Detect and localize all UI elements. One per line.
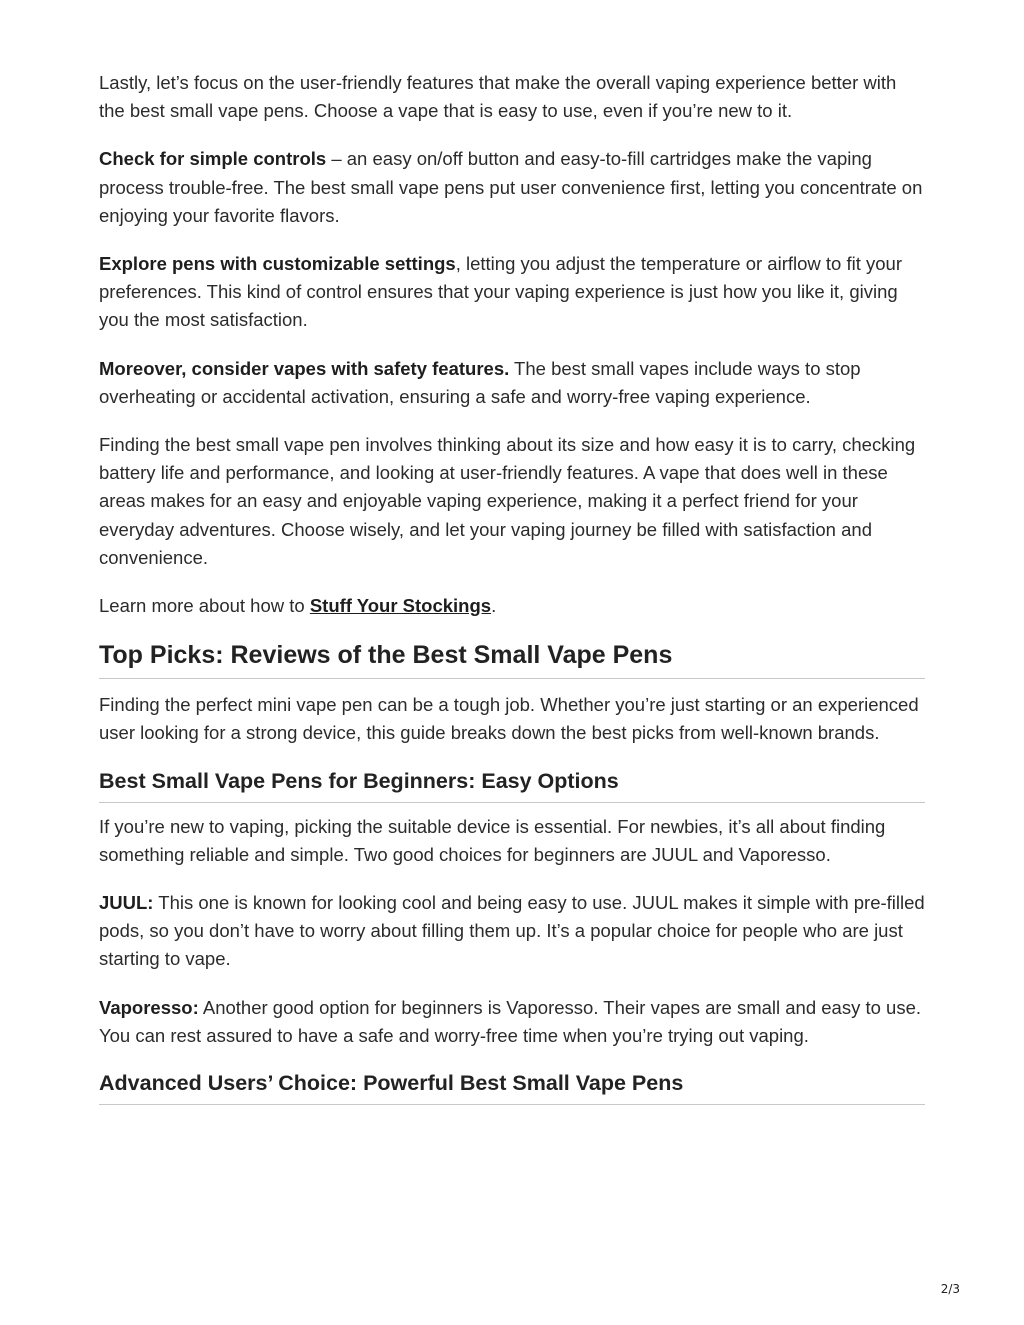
paragraph-text: The best small vapes include ways to stop overheating or accidental activation, ensuring a safe and worry-free vaping experience.	[99, 357, 861, 407]
paragraph-juul	[99, 889, 925, 974]
heading-beginners: Best Small Vape Pens for Beginners: Easy Options	[99, 768, 925, 803]
bold-lead: Moreover, consider vapes with safety features.	[99, 357, 510, 379]
stuff-your-stockings-link[interactable]: Stuff Your Stockings	[309, 595, 492, 617]
bold-lead: JUUL:	[99, 892, 154, 914]
paragraph-top-picks-intro: Finding the perfect mini vape pen can be a tough job. Whether you’re just starting or an experienced user looking for a strong device, this guide breaks down the best picks from well-known brands.	[99, 694, 919, 744]
paragraph-text: , letting you adjust the temperature or airflow to fit your preferences. This kind of control ensures that your vaping experience is just how you like it, giving you the most satisfaction.	[99, 253, 902, 331]
paragraph-simple-controls	[99, 145, 925, 230]
paragraph-vaporesso	[99, 994, 925, 1050]
heading-top-picks: Top Picks: Reviews of the Best Small Vape Pens	[99, 640, 925, 679]
paragraph-text: Another good option for beginners is Vaporesso. Their vapes are small and easy to use. You can rest assured to have a safe and worry-free time when you’re trying out vaping.	[99, 996, 922, 1046]
paragraph-text: This one is known for looking cool and being easy to use. JUUL makes it simple with pre-filled pods, so you don’t have to worry about filling them up. It’s a popular choice for people who are just starting to vape.	[99, 892, 925, 970]
learn-more-suffix: .	[491, 595, 497, 617]
page-number: 2/3	[940, 1282, 960, 1296]
bold-lead: Vaporesso:	[99, 996, 199, 1018]
paragraph-summary: Finding the best small vape pen involves thinking about its size and how easy it is to carry, checking battery life and performance, and looking at user-friendly features. A vape that does well in these areas makes for an easy and enjoyable vaping experience, making it a perfect friend for your everyday adventures. Choose wisely, and let your vaping journey be filled with satisfaction and convenience.	[99, 434, 916, 568]
paragraph-safety-features	[99, 355, 925, 411]
bold-lead: Explore pens with customizable settings	[99, 253, 456, 275]
learn-more-prefix: Learn more about how to	[99, 595, 310, 617]
paragraph-intro: Lastly, let’s focus on the user-friendly features that make the overall vaping experience better with the best small vape pens. Choose a vape that is easy to use, even if you’re new to it.	[99, 72, 897, 122]
paragraph-text: – an easy on/off button and easy-to-fill cartridges make the vaping process trouble-free. The best small vape pens put user convenience first, letting you concentrate on enjoying your favorite flavors.	[99, 148, 923, 226]
paragraph-learn-more	[99, 592, 925, 620]
bold-lead: Check for simple controls	[99, 148, 327, 170]
heading-advanced: Advanced Users’ Choice: Powerful Best Small Vape Pens	[99, 1070, 925, 1105]
paragraph-beginners-intro: If you’re new to vaping, picking the suitable device is essential. For newbies, it’s all about finding something reliable and simple. Two good choices for beginners are JUUL and Vaporesso.	[99, 815, 886, 865]
paragraph-customizable-settings	[99, 250, 925, 335]
article-body	[99, 69, 925, 1115]
